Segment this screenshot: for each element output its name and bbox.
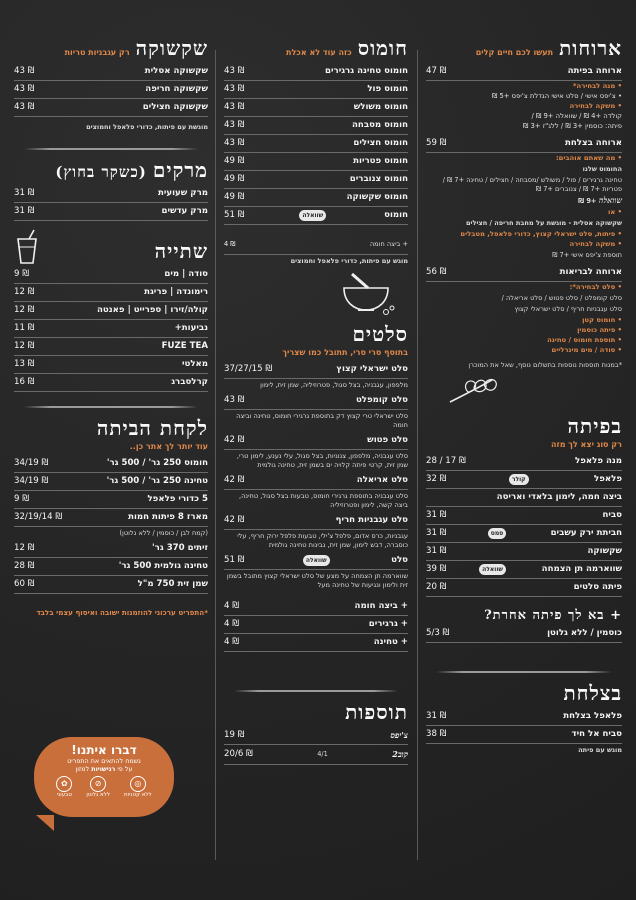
takeaway-note: *התפריט ערכוני להוזמנות ישובה ואיסוף עצמי בלבד [36, 608, 208, 617]
drinks-header [14, 239, 208, 264]
brand-logo-icon: שוואלה [479, 564, 506, 575]
pita-meal-drink: • משקה לבחירה [569, 102, 622, 110]
item-price: 12 ₪ [14, 305, 35, 315]
tosafot-header [224, 700, 408, 725]
bubble-title: דברו איתנו! [71, 743, 137, 757]
item-name: סלט אריאלה [356, 475, 408, 485]
item-price: 28 ₪ [14, 561, 35, 571]
item-price: 43 ₪ [14, 66, 35, 76]
menu-item-row[interactable] [14, 540, 208, 558]
pita-meal-line1: • צ'יפס אישי / סלט אישי הגדלת צ'יפס +5 ₪ [491, 92, 622, 100]
health-s1: סלט קומפלט / סלט פטוש / סלט אריאלה / [501, 294, 622, 302]
column-separator [215, 50, 216, 860]
brand-logo-icon: קולר [509, 474, 529, 485]
column-separator [417, 50, 418, 860]
menu-item-row[interactable] [224, 361, 408, 379]
menu-item-row[interactable] [14, 338, 208, 356]
menu-item-row[interactable] [224, 745, 408, 765]
item-name: חומוס חצילים [353, 138, 408, 148]
right-column [426, 30, 622, 886]
takeaway-list [14, 455, 208, 594]
bubble-text2a: על פי [117, 765, 133, 773]
item-price: 32/19/14 ₪ [14, 512, 63, 522]
item-name: חומוס מסבחה [352, 120, 408, 130]
item-price: 20 ₪ [426, 582, 447, 592]
parsley-icon [444, 374, 500, 408]
item-price: 31 ₪ [14, 206, 35, 216]
menu-item-row[interactable] [14, 473, 208, 491]
egg-extra-row[interactable] [224, 235, 408, 255]
menu-item-row[interactable] [14, 509, 208, 527]
item-name: שווארמה תן הצמחה [541, 564, 622, 574]
menu-item-row[interactable] [224, 207, 408, 225]
item-price: 51 ₪ [224, 555, 245, 565]
item-name: סלט פטוש [367, 435, 408, 445]
item-price: 60 ₪ [14, 579, 35, 589]
item-description: עגבניות, כרס אדום, פלפל צ'ילי, טבעות פלפל ירוק חריף, עלי כוסברה, דבש לימון, שמן זית, גבינות טחינה גולמית [237, 532, 408, 549]
hummus-note: מוגש עם פיתות, כדורי פלאפל וחמוצים [290, 257, 408, 265]
menu-item-row[interactable] [224, 598, 408, 616]
menu-item-row[interactable] [224, 117, 408, 135]
item-name: חומוס פול [367, 84, 408, 94]
pita-meal-line3: פיתה: כוסמין +3 ₪ / ללג"ז +3 ₪ [523, 122, 622, 130]
item-description: מלפפון, עגבניה, בצל סגול, פטרוזיליה, שמן זית, לימון [260, 381, 408, 389]
item-price: 43 ₪ [224, 84, 245, 94]
item-name: חומוס 250 גר' / 500 גר' [106, 458, 208, 468]
menu-item-row[interactable] [224, 392, 408, 410]
divider [234, 690, 398, 692]
salads-subtitle: בתוסף סרי סרי, תתובל כמו שצריך [282, 348, 408, 357]
menu-item-row[interactable] [426, 726, 622, 744]
menu-item-row[interactable] [224, 171, 408, 189]
item-price: 37/27/15 ₪ [224, 364, 273, 374]
divider [24, 148, 198, 150]
menu-item-row[interactable] [224, 616, 408, 634]
item-price: 31 ₪ [426, 711, 447, 721]
item-name: ארוחה בפיתה [567, 66, 622, 76]
item-name: חומוס משולש [353, 102, 408, 112]
menu-item-row[interactable] [14, 203, 208, 221]
item-name: חומוס [384, 210, 408, 220]
gluten-free-icon: ⊘ ללא גלוטן [86, 776, 110, 798]
item-price: 42 ₪ [224, 515, 245, 525]
item-name: פיתה סלטים [573, 582, 622, 592]
item-name: רימונדה | פריגת [144, 287, 208, 297]
brand-logo-icon: שוואלה [303, 555, 330, 566]
menu-item-row[interactable] [426, 471, 622, 489]
bubble-icons [34, 776, 174, 798]
item-description: סלט עגבניה, מלפפון, צנוניות, בצל סגול, עלי נענע, לימון טרי, שמן זית, קרטי פיתה קלויה ים בשמן זית, טחינה גולמית [236, 452, 408, 469]
item-price: 12 ₪ [14, 543, 35, 553]
shakshuka-subtitle: רק עגבניות טריות [64, 48, 130, 57]
other-pita-row[interactable] [426, 625, 622, 643]
item-price: 43 ₪ [224, 120, 245, 130]
item-price: 31 ₪ [426, 546, 447, 556]
salads-header [224, 322, 408, 347]
item-name: סלט [391, 555, 408, 565]
item-price: 38 ₪ [426, 729, 447, 739]
item-name: כוסמין / ללא גלוטן [547, 628, 622, 638]
menu-item-row[interactable] [14, 576, 208, 594]
item-price: 9 ₪ [14, 494, 29, 504]
plate-pita-line: • פיתות, סלט ישראלי קצוץ, כדורי פלאפל, מטבלים [460, 230, 622, 238]
item-price: 9 ₪ [14, 269, 29, 279]
item-price: 43 ₪ [224, 102, 245, 112]
divider [436, 671, 612, 673]
meals-title: ארוחות [559, 36, 622, 60]
item-price: 19 ₪ [224, 730, 245, 740]
item-name: סלט ישראלי קצוץ [336, 364, 408, 374]
shwala-logo-icon: שוואלה [598, 195, 622, 205]
item-name: ארוחה לבריאות [559, 267, 622, 277]
item-price: 42 ₪ [224, 475, 245, 485]
item-price: 4 ₪ [224, 240, 236, 248]
shakshuka-title: שקשוקה [135, 36, 208, 60]
item-name: ביצה חמה, לימון בלאדי ואריסה [496, 492, 622, 502]
salads-extras [224, 598, 408, 652]
menu-item-row[interactable] [224, 99, 408, 117]
menu-item-row[interactable] [426, 543, 622, 561]
bapita-list [426, 453, 622, 597]
shakshuka-note: מוגשת עם פיתות, כדורי פלאפל וחמוצים [86, 123, 208, 131]
menu-item-row[interactable] [14, 455, 208, 473]
item-price: 4 ₪ [224, 619, 239, 629]
item-name: שקשוקה [587, 546, 622, 556]
health-cumin: • פיתה כוסמין [577, 326, 622, 334]
item-name: פלאפל בצלחת [563, 711, 622, 721]
menu-item-row[interactable] [224, 727, 408, 745]
item-name: מאלטי [181, 359, 208, 369]
middle-column [224, 30, 408, 886]
soups-subtitle: (כשקר בחוץ) [55, 163, 147, 181]
mortar-pestle-icon [338, 270, 398, 316]
item-name: + ביצה חומה [354, 601, 408, 611]
menu-item-row[interactable] [14, 284, 208, 302]
item-price: 49 ₪ [224, 174, 245, 184]
item-name: קרלסברג [171, 377, 208, 387]
health-meal-row[interactable] [426, 264, 622, 282]
meals-subtitle: תעשו לכם חיים קלים [475, 48, 554, 57]
other-pita-header [426, 607, 622, 623]
sensitivities-bubble [34, 737, 174, 817]
item-price: 20/6 ₪ [224, 749, 253, 759]
item-name: טחינה גולמית 500 גר' [118, 561, 208, 571]
bubble-text2 [34, 765, 174, 773]
menu-item-row[interactable] [14, 491, 208, 509]
menu-item-row[interactable] [224, 135, 408, 153]
item-price: 16 ₪ [14, 377, 35, 387]
menu-item-row[interactable] [426, 507, 622, 525]
item-name: סביח אל חיד [571, 729, 622, 739]
item-price: 28 / 17 ₪ [426, 456, 466, 466]
health-soda: • סודה / מים מינרליים [551, 346, 622, 354]
menu-item-row[interactable] [426, 561, 622, 579]
item-price: 51 ₪ [224, 210, 245, 220]
menu-item-row[interactable] [14, 302, 208, 320]
item-name: + ביצה חומה [369, 240, 408, 248]
menu-item-row[interactable] [426, 708, 622, 726]
batzalahat-header [426, 681, 622, 706]
plate-meal-what: • מה שאתם אוהבים: [555, 154, 622, 162]
menu-item-row[interactable] [224, 189, 408, 207]
item-name: FUZE TEA [161, 341, 208, 351]
item-name: חומוס צנוברים [349, 174, 408, 184]
hummus-header [224, 36, 408, 61]
health-tahini: • תוספת חומוס / טחינה [547, 336, 622, 344]
menu-item-row[interactable] [14, 374, 208, 392]
menu-item-row[interactable] [224, 153, 408, 171]
item-price: 43 ₪ [224, 395, 245, 405]
item-name: 5 כדורי פלאפל [147, 494, 208, 504]
salads-title: סלטים [352, 322, 408, 346]
item-name: נביעות+ [174, 323, 208, 333]
plate-meal-row[interactable] [426, 135, 622, 153]
pita-meal-row[interactable] [426, 63, 622, 81]
shakshuka-list [14, 63, 208, 117]
brand-logo-icon: שוואלה [299, 210, 326, 221]
item-name: + טחינה [373, 637, 408, 647]
menu-item-row[interactable] [224, 81, 408, 99]
item-name: שקשוקה חצילים [142, 102, 208, 112]
plate-drink: • משקה לבחירה [569, 240, 622, 248]
menu-item-row[interactable] [14, 99, 208, 117]
item-price: 12 ₪ [14, 287, 35, 297]
divider [24, 406, 198, 408]
plate-shwala-price: +9 ₪ [578, 197, 597, 205]
health-hummus: • חומוס קטן [582, 316, 622, 324]
hummus-subtitle: כזה עוד לא אכלת [286, 48, 352, 57]
item-name: סלט קומפלט [355, 395, 408, 405]
item-price: 47 ₪ [426, 66, 447, 76]
item-price: 4 ₪ [224, 601, 239, 611]
item-name: מרק שעועית [157, 188, 208, 198]
salads-list [224, 361, 408, 590]
menu-item-row[interactable] [14, 356, 208, 374]
brand-logo-icon: סמס [488, 528, 507, 539]
item-name: חומוס טחינה גרגירים [325, 66, 408, 76]
item-description: שווארמה תן הצמחה על מצע של סלט ישראלי קצוץ מתובל בשמן זית ולימון ונגיעות של טחינה מעל [226, 572, 408, 589]
item-name: מארז 8 פיתות חמות [128, 512, 208, 522]
item-name: זיתים 370 גר' [152, 543, 208, 553]
item-name: טחינה 250 גר' / 500 גר' [106, 476, 208, 486]
menu-item-row[interactable] [224, 472, 408, 490]
menu-item-row[interactable] [224, 634, 408, 652]
vegan-icon: ✿ טבעוני [56, 776, 72, 798]
plate-shakshuka: שקשוקה אסלית - מוגשת על מחבת חריפה / חצילים [465, 219, 622, 227]
plate-fries: תוספת צ'יפס אישי +7 ₪ [552, 251, 622, 259]
item-extra: 4/1 [317, 750, 328, 758]
item-price: 31 ₪ [426, 528, 447, 538]
bapita-title: בפיתה [567, 414, 622, 438]
item-description: (קמח לבן / כוסמין / ללא גלוטן) [119, 529, 208, 537]
item-price: 43 ₪ [14, 102, 35, 112]
menu-item-row[interactable] [14, 81, 208, 99]
item-name: סלט עגבניות חריף [335, 515, 408, 525]
item-price: 32 ₪ [426, 474, 447, 484]
drinks-title: שתייה [154, 239, 208, 263]
menu-item-row[interactable] [224, 432, 408, 450]
menu-item-row[interactable] [426, 453, 622, 471]
item-name: שקשוקה אסלית [144, 66, 208, 76]
soups-title: מרקים [152, 158, 208, 182]
item-price: 59 ₪ [426, 138, 447, 148]
menu-item-row[interactable] [426, 525, 622, 543]
item-price: 31 ₪ [426, 510, 447, 520]
batzalahat-title: בצלחת [563, 681, 622, 705]
item-price: 56 ₪ [426, 267, 447, 277]
menu-item-row[interactable] [224, 63, 408, 81]
plate-or: • או [608, 208, 622, 216]
menu-item-row[interactable] [14, 558, 208, 576]
health-salad: • סלט לבחירה*: [569, 283, 622, 291]
drinks-list [14, 266, 208, 392]
menu-item-row[interactable] [426, 579, 622, 597]
item-name: חומוס פטריות [353, 156, 408, 166]
item-name: חביתת ירק עשבים [550, 528, 622, 538]
menu-item-row[interactable] [224, 552, 408, 570]
hummus-list [224, 63, 408, 225]
item-description: סלט ישראלי טרי קצוץ דק בתוספת גרגירי חומוס, טחינה וביצה חומה [236, 412, 408, 429]
tosafot-title: תוספות [345, 700, 408, 724]
menu-item-row[interactable] [14, 63, 208, 81]
no-legumes-icon: ◎ ללא קטניות [124, 776, 152, 798]
bapita-subtitle: רק סוג יצא לך מזה [551, 440, 622, 449]
item-price: 43 ₪ [224, 66, 245, 76]
item-price: 5/3 ₪ [426, 628, 450, 638]
batzalahat-note: מוגש עם פיתה [578, 746, 622, 754]
soups-list [14, 185, 208, 221]
item-name: צ'יפס [390, 730, 408, 740]
takeaway-title: לקחת הביתה [96, 416, 208, 440]
item-price: 49 ₪ [224, 156, 245, 166]
item-price: 42 ₪ [224, 435, 245, 445]
menu-item-row[interactable] [426, 489, 622, 507]
item-name: שקשוקה חריפה [145, 84, 208, 94]
item-name: קולה/זירו | ספרייט | פאנטה [97, 305, 208, 315]
item-price: 12 ₪ [14, 341, 35, 351]
item-price: 34/19 ₪ [14, 458, 49, 468]
bubble-text2c: למזון [75, 765, 90, 773]
menu-item-row[interactable] [224, 512, 408, 530]
item-name: חומוס שקשוקה [346, 192, 408, 202]
item-price: 4 ₪ [224, 637, 239, 647]
item-price: 34/19 ₪ [14, 476, 49, 486]
menu-item-row[interactable] [14, 266, 208, 284]
takeaway-subtitle: עוד יותר לך אתר כן.. [129, 442, 208, 451]
meals-header [426, 36, 622, 61]
item-name: + גרגירים [368, 619, 408, 629]
shakshuka-header [14, 36, 208, 61]
item-description: סלט עגבניה בתוספת גרגירי חומוס, טבעות בצל סגול, טחינה, ביצה קשה, לימון ופטרוזיליה [239, 492, 408, 509]
health-footnote: *במנות תוספות נוספות בתשלום נוסף, שאל את המוכרן [468, 361, 622, 369]
bubble-text2b: רגישויות [91, 765, 116, 773]
pita-meal-choose: • מנה לבחירה* [573, 82, 622, 90]
item-name: סודה | מים [164, 269, 208, 279]
item-name: סביח [602, 510, 622, 520]
menu-item-row[interactable] [14, 320, 208, 338]
soups-header [14, 158, 208, 183]
other-pita-title: + בא לך פיתה אחרת? [484, 608, 622, 623]
hummus-title: חומוס [357, 36, 408, 60]
item-price: 43 ₪ [224, 138, 245, 148]
item-price: 49 ₪ [224, 192, 245, 202]
item-name: קוב2 [392, 749, 408, 759]
item-price: 31 ₪ [14, 188, 35, 198]
plate-hummus-text: טחינה גרגירים / פול / משולש /מסבחה / חצילים / טחינה +7 ₪ / פטריות +7 ₪ / צנוברים +7 ₪ [442, 176, 622, 193]
item-price: 11 ₪ [14, 323, 35, 333]
item-name: פלאפל [594, 474, 622, 484]
item-price: 39 ₪ [426, 564, 447, 574]
takeaway-header [14, 416, 208, 441]
health-s2: סלט עגבניות חריף / סלט ישראלי קצוץ [514, 305, 622, 313]
item-price: 13 ₪ [14, 359, 35, 369]
item-name: ארוחה בצלחת [564, 138, 622, 148]
bubble-text1: נשמח להתאים את התפריט [67, 757, 141, 765]
bapita-header [426, 414, 622, 439]
plate-hummus-head: החומוס שלנו [582, 165, 622, 173]
item-name: שמן זית 750 מ"ל [137, 579, 208, 589]
menu-item-row[interactable] [14, 185, 208, 203]
item-price: 43 ₪ [14, 84, 35, 94]
item-name: מרק עדשים [161, 206, 208, 216]
pita-meal-line2: קולדה +4 ₪ / שוואלה +9 ₪ / [531, 112, 622, 120]
plate-shwala [426, 196, 622, 206]
item-name: מנה פלאפל [575, 456, 622, 466]
